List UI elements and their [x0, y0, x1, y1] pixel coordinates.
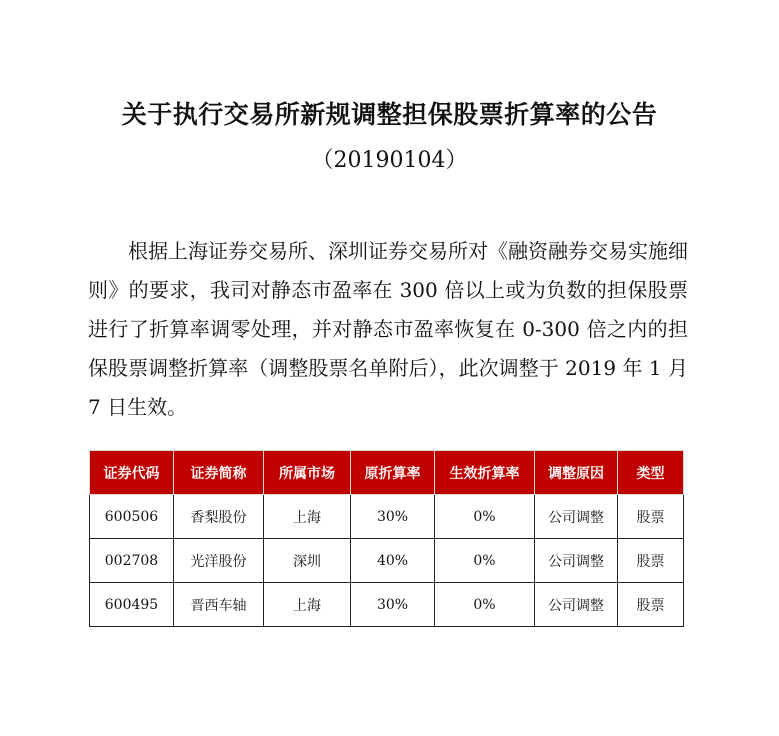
cell-security-code: 002708	[90, 539, 174, 583]
cell-effective-rate: 0%	[435, 583, 535, 627]
header-market: 所属市场	[264, 451, 351, 495]
announcement-body: 根据上海证券交易所、深圳证券交易所对《融资融券交易实施细则》的要求，我司对静态市盈率在 300 倍以上或为负数的担保股票进行了折算率调零处理，并对静态市盈率恢复在 0-300 倍之内的担保股票调整折算率（调整股票名单附后），此次调整于 2019 年 1 月 7 日生效。	[88, 239, 688, 419]
header-security-name: 证券简称	[174, 451, 264, 495]
cell-type: 股票	[618, 539, 684, 583]
header-type: 类型	[618, 451, 684, 495]
cell-security-code: 600495	[90, 583, 174, 627]
table-row	[90, 539, 684, 583]
cell-market: 上海	[264, 495, 351, 539]
cell-type: 股票	[618, 583, 684, 627]
cell-adjust-reason: 公司调整	[535, 539, 618, 583]
cell-adjust-reason: 公司调整	[535, 495, 618, 539]
announcement-date: （20190104）	[311, 148, 468, 173]
cell-effective-rate: 0%	[435, 539, 535, 583]
cell-security-name: 光洋股份	[174, 539, 264, 583]
header-effective-rate: 生效折算率	[435, 451, 535, 495]
table-row	[90, 583, 684, 627]
table-row	[90, 495, 684, 539]
table-header-row	[90, 451, 684, 495]
header-original-rate: 原折算率	[351, 451, 435, 495]
cell-original-rate: 40%	[351, 539, 435, 583]
cell-security-name: 香梨股份	[174, 495, 264, 539]
cell-security-name: 晋西车轴	[174, 583, 264, 627]
announcement-title: 关于执行交易所新规调整担保股票折算率的公告	[121, 100, 658, 129]
header-security-code: 证券代码	[90, 451, 174, 495]
cell-security-code: 600506	[90, 495, 174, 539]
cell-original-rate: 30%	[351, 583, 435, 627]
header-adjust-reason: 调整原因	[535, 451, 618, 495]
adjustment-table	[89, 450, 684, 627]
cell-adjust-reason: 公司调整	[535, 583, 618, 627]
cell-market: 上海	[264, 583, 351, 627]
cell-market: 深圳	[264, 539, 351, 583]
cell-original-rate: 30%	[351, 495, 435, 539]
cell-effective-rate: 0%	[435, 495, 535, 539]
cell-type: 股票	[618, 495, 684, 539]
